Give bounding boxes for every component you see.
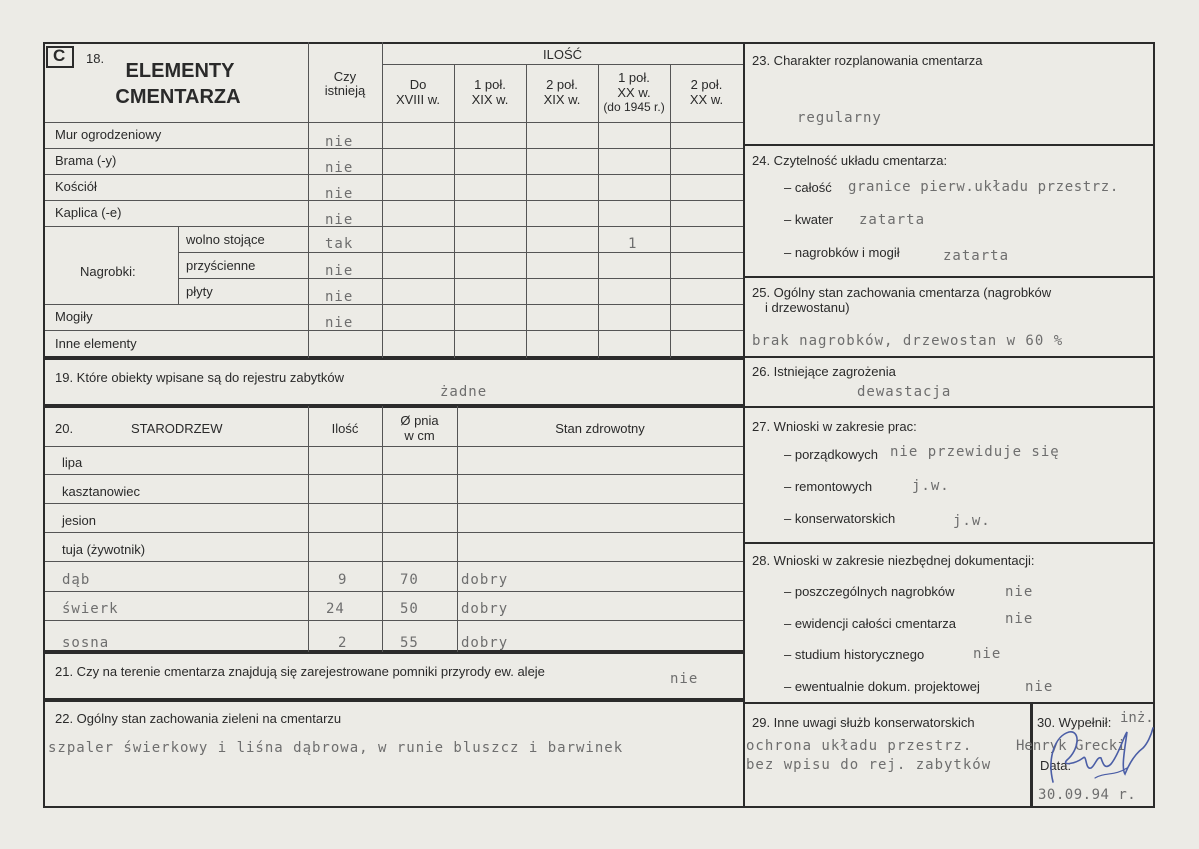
s27-label: 27. Wnioski w zakresie prac: xyxy=(752,419,917,434)
s24-kwater-label: – kwater xyxy=(784,212,834,227)
s30-name-l2: Henryk Grecki xyxy=(1016,738,1126,754)
tree-dab-qty: 9 xyxy=(338,572,348,588)
s28-label: 28. Wnioski w zakresie niezbędnej dokumentacji: xyxy=(752,553,1035,568)
row-label-mogily: Mogiły xyxy=(55,309,93,324)
s20-col-pien-l2: w cm xyxy=(404,428,435,443)
s30-date: 30.09.94 r. xyxy=(1038,787,1137,803)
tree-swierk-state: dobry xyxy=(461,601,509,617)
row-label-plyty: płyty xyxy=(186,284,213,299)
s25-label-l2: i drzewostanu) xyxy=(765,300,850,315)
s20-col-pien-l1: Ø pnia xyxy=(400,413,439,428)
tree-sosna-state: dobry xyxy=(461,635,509,651)
nagrobki-label: Nagrobki: xyxy=(80,264,136,279)
s22-label: 22. Ogólny stan zachowania zieleni na cmentarzu xyxy=(55,711,342,726)
tree-sosna-diam: 55 xyxy=(400,635,419,651)
s18-title-line2: CMENTARZA xyxy=(115,86,241,108)
col-header-5-l1: 2 poł. xyxy=(690,77,723,92)
tree-sosna-qty: 2 xyxy=(338,635,348,651)
s18-title-line1: ELEMENTY xyxy=(125,60,235,82)
tree-sosna-name: sosna xyxy=(62,635,110,651)
s28-studium-value: nie xyxy=(973,646,1002,662)
s29-line1: ochrona układu przestrz. xyxy=(746,738,973,754)
czy-istnieja-header-l2: istnieją xyxy=(324,83,366,98)
row-value-brama: nie xyxy=(325,160,354,176)
s24-calosc-value: granice pierw.układu przestrz. xyxy=(848,179,1119,195)
tree-lipa: lipa xyxy=(62,455,83,470)
row-value-wolno-stojace: tak xyxy=(325,236,354,252)
row-label-inne: Inne elementy xyxy=(55,336,137,351)
s25-value: brak nagrobków, drzewostan w 60 % xyxy=(752,333,1064,349)
col-header-1-l1: Do xyxy=(409,77,427,92)
s28-ewidencji-label: – ewidencji całości cmentarza xyxy=(784,616,956,631)
s27-remontowych-label: – remontowych xyxy=(784,479,873,494)
s27-porzadkowych-value: nie przewiduje się xyxy=(890,444,1060,460)
s30-label: 30. Wypełnił: xyxy=(1037,715,1112,730)
s27-porzadkowych-label: – porządkowych xyxy=(784,447,878,462)
s21-label: 21. Czy na terenie cmentarza znajdują się zarejestrowane pomniki przyrody ew. aleje xyxy=(55,664,545,679)
s27-konserwatorskich-value: j.w. xyxy=(953,513,991,529)
row-label-mur: Mur ogrodzeniowy xyxy=(55,127,162,142)
s19-value: żadne xyxy=(440,384,488,400)
tree-dab-name: dąb xyxy=(62,572,91,588)
handwritten-signature xyxy=(1035,718,1160,790)
s30-data-label: Data: xyxy=(1040,758,1072,773)
s27-remontowych-value: j.w. xyxy=(912,478,950,494)
row-label-przyscienne: przyścienne xyxy=(186,258,256,273)
s20-col-stan: Stan zdrowotny xyxy=(555,421,645,436)
s23-value: regularny xyxy=(797,110,882,126)
s24-nagrobkow-value: zatarta xyxy=(943,248,1010,264)
s28-projektowej-label: – ewentualnie dokum. projektowej xyxy=(784,679,980,694)
s22-value: szpaler świerkowy i liśna dąbrowa, w runie bluszcz i barwinek xyxy=(48,740,624,756)
row-qty-wolno-stojace: 1 xyxy=(628,236,638,252)
row-value-kosciol: nie xyxy=(325,186,354,202)
s29-line2: bez wpisu do rej. zabytków xyxy=(746,757,992,773)
s24-nagrobkow-label: – nagrobków i mogił xyxy=(784,245,900,260)
row-label-wolno-stojace: wolno stojące xyxy=(186,232,265,247)
s24-calosc-label: – całość xyxy=(784,180,832,195)
row-label-kosciol: Kościół xyxy=(55,179,97,194)
s28-studium-label: – studium historycznego xyxy=(784,647,925,662)
row-value-kaplica: nie xyxy=(325,212,354,228)
col-header-4-l2: XX w. xyxy=(617,85,651,100)
ilosc-header: ILOŚĆ xyxy=(542,47,582,62)
s19-label: 19. Które obiekty wpisane są do rejestru zabytków xyxy=(55,370,345,385)
s28-nagrobkow-value: nie xyxy=(1005,584,1034,600)
tree-jesion: jesion xyxy=(62,513,96,528)
s27-konserwatorskich-label: – konserwatorskich xyxy=(784,511,896,526)
col-header-3-l1: 2 poł. xyxy=(546,77,578,92)
s18-number: 18. xyxy=(86,51,105,66)
tree-kasztanowiec: kasztanowiec xyxy=(62,484,141,499)
col-header-4-l1: 1 poł. xyxy=(618,70,650,85)
s25-label-l1: 25. Ogólny stan zachowania cmentarza (nagrobków xyxy=(752,285,1052,300)
tree-swierk-name: świerk xyxy=(62,601,119,617)
tree-swierk-diam: 50 xyxy=(400,601,419,617)
s30-name-l1: inż. xyxy=(1120,710,1154,726)
row-value-mur: nie xyxy=(325,134,354,150)
col-header-2-l1: 1 poł. xyxy=(474,77,506,92)
s26-label: 26. Istniejące zagrożenia xyxy=(752,364,896,379)
s28-nagrobkow-label: – poszczególnych nagrobków xyxy=(784,584,955,599)
s26-value: dewastacja xyxy=(857,384,952,400)
s23-label: 23. Charakter rozplanowania cmentarza xyxy=(752,53,983,68)
czy-istnieja-header-l1: Czy xyxy=(333,69,357,84)
row-value-plyty: nie xyxy=(325,289,354,305)
s20-number: 20. xyxy=(55,421,74,436)
s20-col-ilosc: Ilość xyxy=(331,421,359,436)
col-header-5-l2: XX w. xyxy=(689,92,724,107)
s28-projektowej-value: nie xyxy=(1025,679,1054,695)
col-header-2-l2: XIX w. xyxy=(471,92,509,107)
section-letter: C xyxy=(53,46,66,65)
col-header-4-l3: (do 1945 r.) xyxy=(603,100,665,114)
row-label-kaplica: Kaplica (-e) xyxy=(55,205,122,220)
s29-label: 29. Inne uwagi służb konserwatorskich xyxy=(752,715,975,730)
tree-dab-state: dobry xyxy=(461,572,509,588)
s24-kwater-value: zatarta xyxy=(859,212,926,228)
row-value-mogily: nie xyxy=(325,315,354,331)
tree-swierk-qty: 24 xyxy=(326,601,345,617)
s28-ewidencji-value: nie xyxy=(1005,611,1034,627)
row-label-brama: Brama (-y) xyxy=(55,153,117,168)
col-header-3-l2: XIX w. xyxy=(543,92,581,107)
tree-dab-diam: 70 xyxy=(400,572,419,588)
tree-tuja: tuja (żywotnik) xyxy=(62,542,146,557)
s20-title: STARODRZEW xyxy=(131,421,223,436)
s21-value: nie xyxy=(670,671,699,687)
row-value-przyscienne: nie xyxy=(325,263,354,279)
col-header-1-l2: XVIII w. xyxy=(395,92,441,107)
s24-label: 24. Czytelność układu cmentarza: xyxy=(752,153,948,168)
